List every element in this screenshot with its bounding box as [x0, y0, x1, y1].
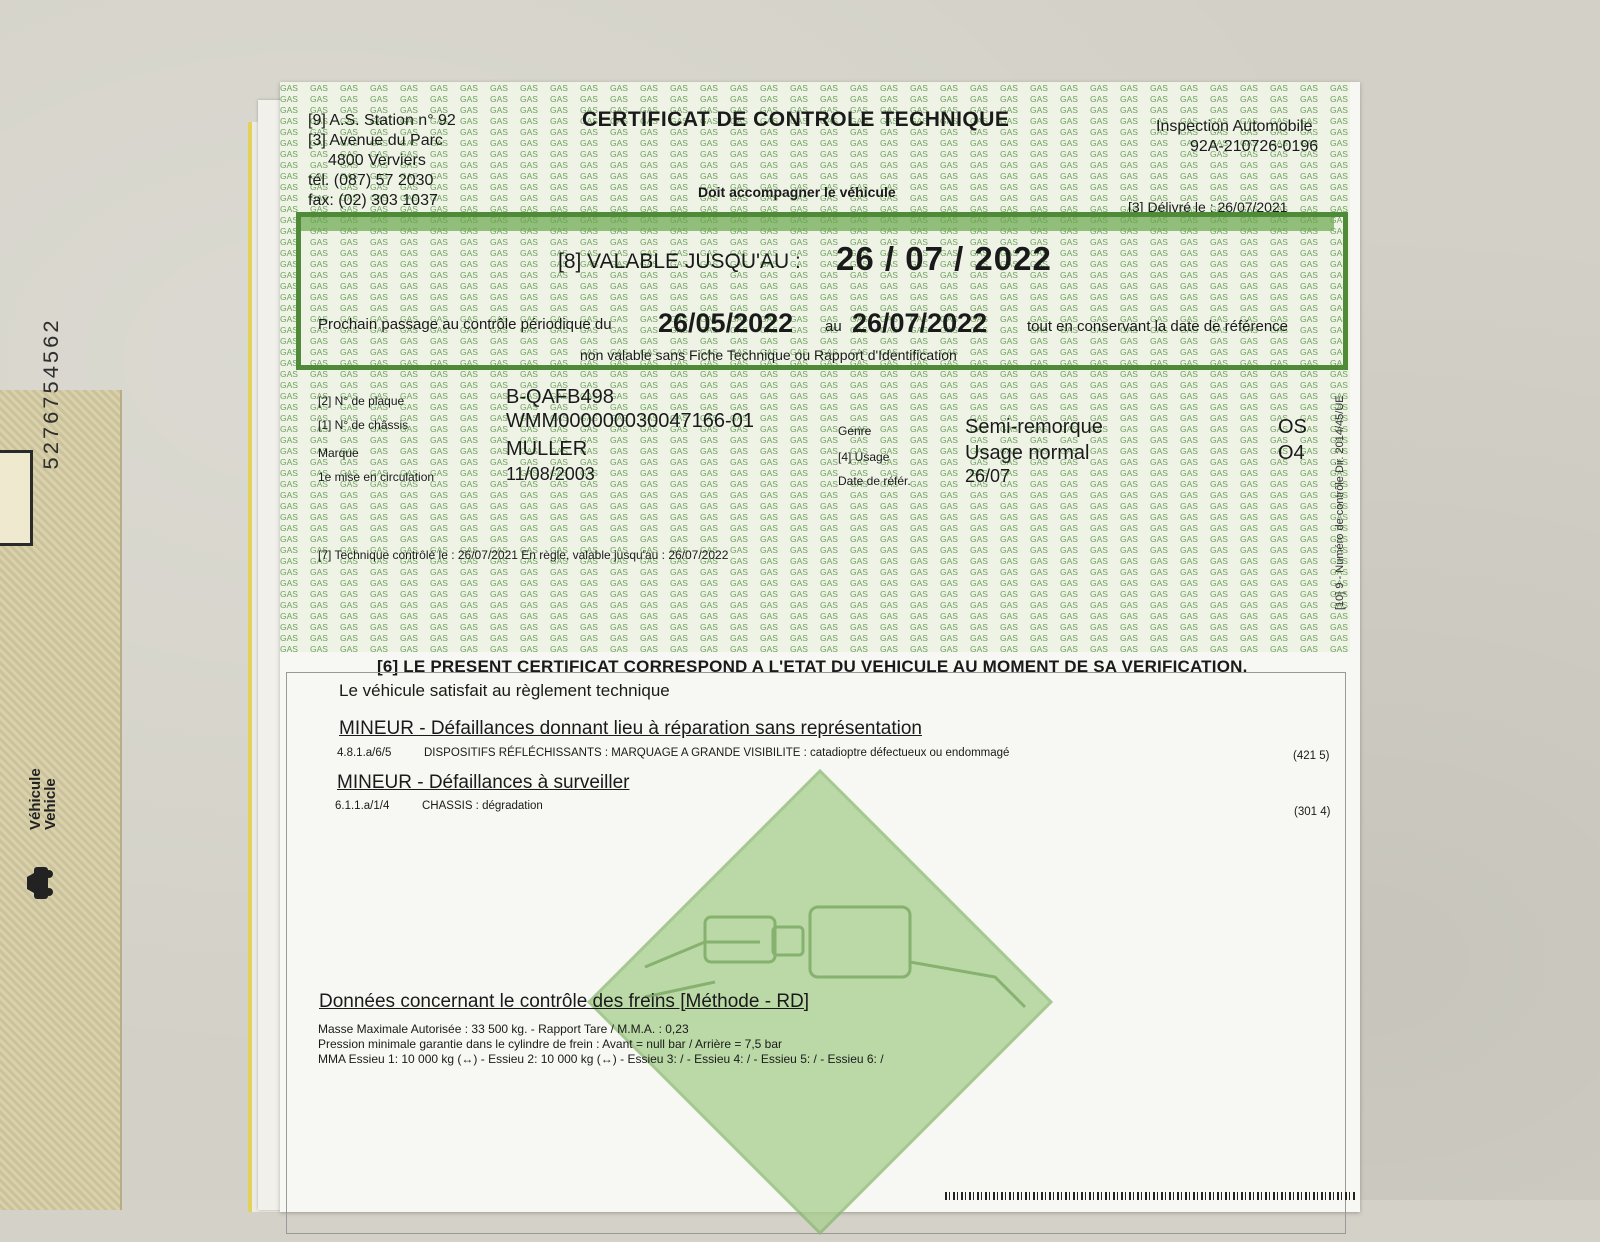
card-label-fr: Véhicule: [27, 768, 44, 830]
reference-date-value: 26/07: [965, 466, 1011, 486]
address-line-1: [3] Avenue du Parc: [308, 132, 443, 149]
make-value: MULLER: [506, 438, 588, 460]
fax: fax: (02) 303 1037: [308, 192, 438, 209]
defect-1-description: DISPOSITIFS RÉFLÉCHISSANTS : MARQUAGE A GRANDE VISIBILITE : catadioptre défectueux ou endommagé: [424, 747, 1010, 759]
defect-2-code: 6.1.1.a/1/4: [335, 800, 390, 812]
plate-label: [2] N° de plaque: [318, 394, 405, 408]
next-inspection-from: 26/05/2022: [658, 308, 794, 338]
present-statement: [6] LE PRESENT CERTIFICAT CORRESPOND A L'ETAT DU VEHICULE AU MOMENT DE SA VERIFICATION.: [377, 657, 1248, 676]
barcode-strip: [945, 1192, 1355, 1200]
defect-1-ref: (421 5): [1293, 750, 1330, 762]
genre-value: Semi-remorque: [965, 416, 1103, 438]
address-line-2: 4800 Verviers: [328, 152, 426, 169]
satisfied-statement: Le véhicule satisfait au règlement technique: [339, 681, 670, 700]
company-name: Inspection Automobile: [1156, 118, 1313, 135]
genre-code: OS: [1278, 416, 1307, 438]
certificate-title: CERTIFICAT DE CONTROLE TECHNIQUE: [582, 108, 1010, 131]
control-number-vertical: [10] 9 - Numéro de contrôle Dir. 2014/45/UE: [1334, 395, 1346, 610]
brakes-line-1: Masse Maximale Autorisée : 33 500 kg. - Rapport Tare / M.M.A. : 0,23: [318, 1022, 689, 1036]
card-label-en: Vehicle: [42, 778, 59, 830]
defect-1-code: 4.8.1.a/6/5: [337, 747, 392, 759]
phone: tél. (087) 57 2030: [308, 172, 434, 189]
plate-value: B-QAFB498: [506, 386, 614, 408]
issued-date: [3] Délivré le : 26/07/2021: [1128, 199, 1288, 215]
accompany-note: Doit accompagner le véhicule: [698, 184, 896, 200]
usage-value: Usage normal: [965, 442, 1090, 464]
next-inspection-suffix: tout en conservant la date de référence: [1027, 318, 1289, 335]
minor-defects-heading-2: MINEUR - Défaillances à surveiller: [337, 772, 630, 793]
brakes-line-3: MMA Essieu 1: 10 000 kg (↔) - Essieu 2: 10 000 kg (↔) - Essieu 3: / - Essieu 4: / - Essieu 5: / - Essieu 6: /: [318, 1052, 884, 1066]
defect-2-description: CHASSIS : dégradation: [422, 800, 543, 812]
chassis-label: [1] N° de châssis: [318, 418, 409, 432]
usage-label: [4] Usage: [838, 450, 890, 464]
brakes-heading: Données concernant le contrôle des freins [Méthode - RD]: [319, 991, 810, 1012]
card-number: 5276754562: [40, 317, 65, 470]
validity-note: non valable sans Fiche Technique ou Rapport d'Identification: [580, 347, 957, 363]
car-icon: [20, 865, 60, 901]
first-registration-label: 1e mise en circulation: [318, 470, 435, 484]
defect-2-ref: (301 4): [1294, 806, 1331, 818]
next-inspection-mid: au: [825, 318, 842, 335]
station-line: [9] A.S. Station n° 92: [308, 112, 456, 129]
make-label: Marque: [318, 446, 359, 460]
brakes-line-2: Pression minimale garantie dans le cylindre de frein : Avant = null bar / Arrière = 7,5 bar: [318, 1037, 783, 1051]
reference-date-label: Date de référ.: [838, 474, 911, 488]
minor-defects-heading-1: MINEUR - Défaillances donnant lieu à réparation sans représentation: [339, 718, 922, 739]
usage-code: O4: [1278, 442, 1305, 464]
certificate-reference: 92A-210726-0196: [1190, 138, 1319, 155]
genre-label: Genre: [838, 424, 872, 438]
chassis-value: WMM000000030047166-01: [506, 410, 754, 432]
card-window: [0, 450, 33, 546]
first-registration-value: 11/08/2003: [506, 464, 595, 484]
next-inspection-prefix: Prochain passage au contrôle périodique du: [318, 316, 612, 333]
valid-until-date: 26 / 07 / 2022: [836, 240, 1052, 277]
card-label: [28, 768, 58, 830]
next-inspection-to: 26/07/2022: [852, 308, 988, 338]
technique-line: [7] Technique contrôlé le : 26/07/2021 En règle, valable jusqu'au : 26/07/2022: [318, 548, 729, 562]
registration-card: [0, 390, 122, 1210]
valid-until-label: [8] VALABLE JUSQU'AU :: [558, 250, 801, 273]
